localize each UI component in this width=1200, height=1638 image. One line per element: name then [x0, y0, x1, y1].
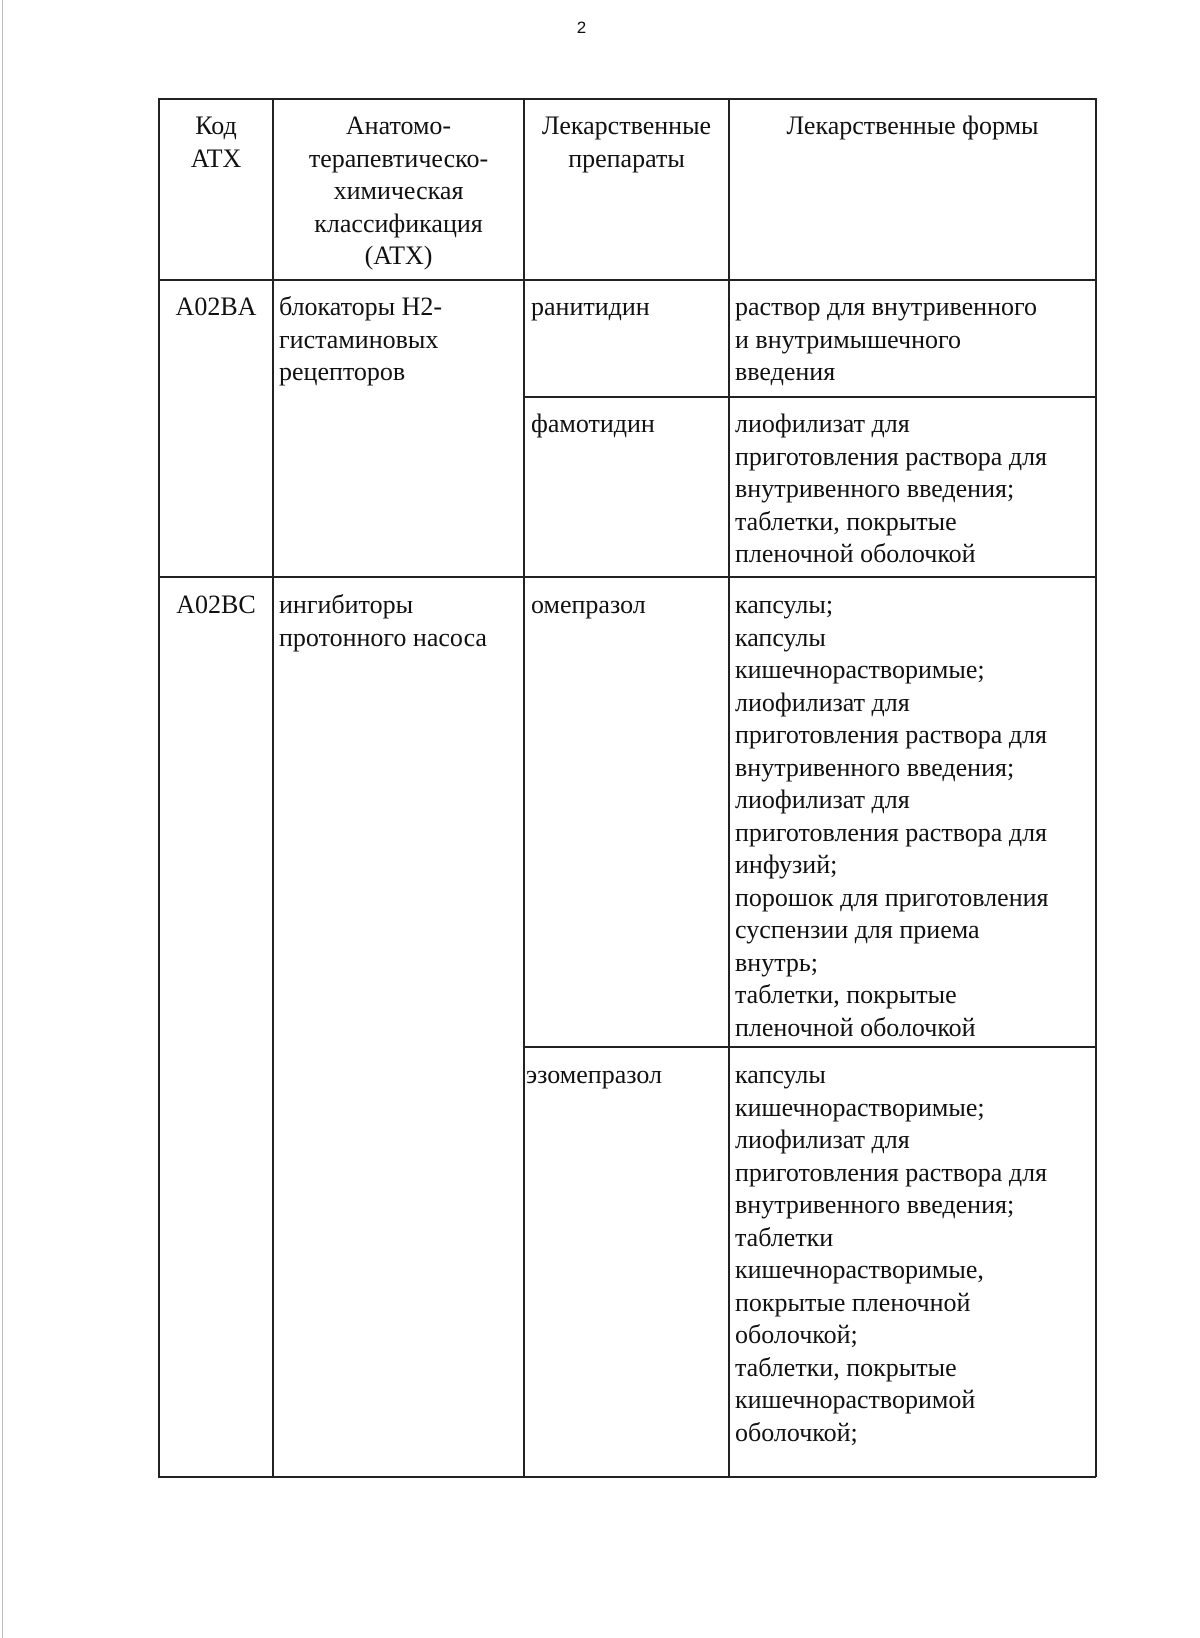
header-classification: Анатомо- терапевтическо- химическая классификация (ATX)	[308, 111, 489, 270]
header-drugs: Лекарственные препараты	[541, 111, 712, 173]
atx-code-a02bc: A02BC	[176, 590, 256, 619]
table-border-right	[1095, 98, 1097, 1477]
drug-ranitidine: ранитидин	[531, 292, 650, 321]
forms-famotidine: лиофилизат для приготовления раствора для внутривенного введения; таблетки, покрытые пленочной оболочкой	[735, 409, 1047, 568]
row-divider-omeprazole	[523, 1046, 1096, 1048]
header-forms: Лекарственные формы	[786, 111, 1039, 140]
header-divider	[158, 279, 1096, 281]
drug-omeprazole: омепразол	[531, 590, 646, 619]
group-divider	[158, 576, 1096, 578]
classification-a02ba: блокаторы H2- гистаминовых рецепторов	[279, 292, 443, 386]
table-border-bottom	[158, 1476, 1096, 1478]
header-code: Код ATX	[190, 111, 242, 173]
table-border-top	[158, 98, 1096, 100]
drug-esomeprazole: эзомепразол	[526, 1060, 662, 1089]
atx-code-a02ba: A02BA	[175, 292, 257, 321]
row-divider-ranitidine	[523, 396, 1096, 398]
classification-a02bc: ингибиторы протонного насоса	[279, 590, 487, 652]
column-divider-2	[523, 98, 525, 1477]
forms-ranitidine: раствор для внутривенного и внутримышечного введения	[735, 292, 1037, 386]
forms-omeprazole: капсулы; капсулы кишечнорастворимые; лиофилизат для приготовления раствора для внутривенного введения; лиофилизат для приготовления раствора для инфузий; порошок для приготовления суспензии для приема внутрь; таблетки, покрытые пленочной оболочкой	[735, 590, 1049, 1042]
column-divider-3	[728, 98, 730, 1477]
drug-famotidine: фамотидин	[531, 409, 655, 438]
column-divider-1	[272, 98, 274, 1477]
page-number: 2	[576, 18, 587, 37]
forms-esomeprazole: капсулы кишечнорастворимые; лиофилизат для приготовления раствора для внутривенного введения; таблетки кишечнорастворимые, покрытые пленочной оболочкой; таблетки, покрытые кишечнорастворимой оболочкой;	[735, 1060, 1047, 1447]
